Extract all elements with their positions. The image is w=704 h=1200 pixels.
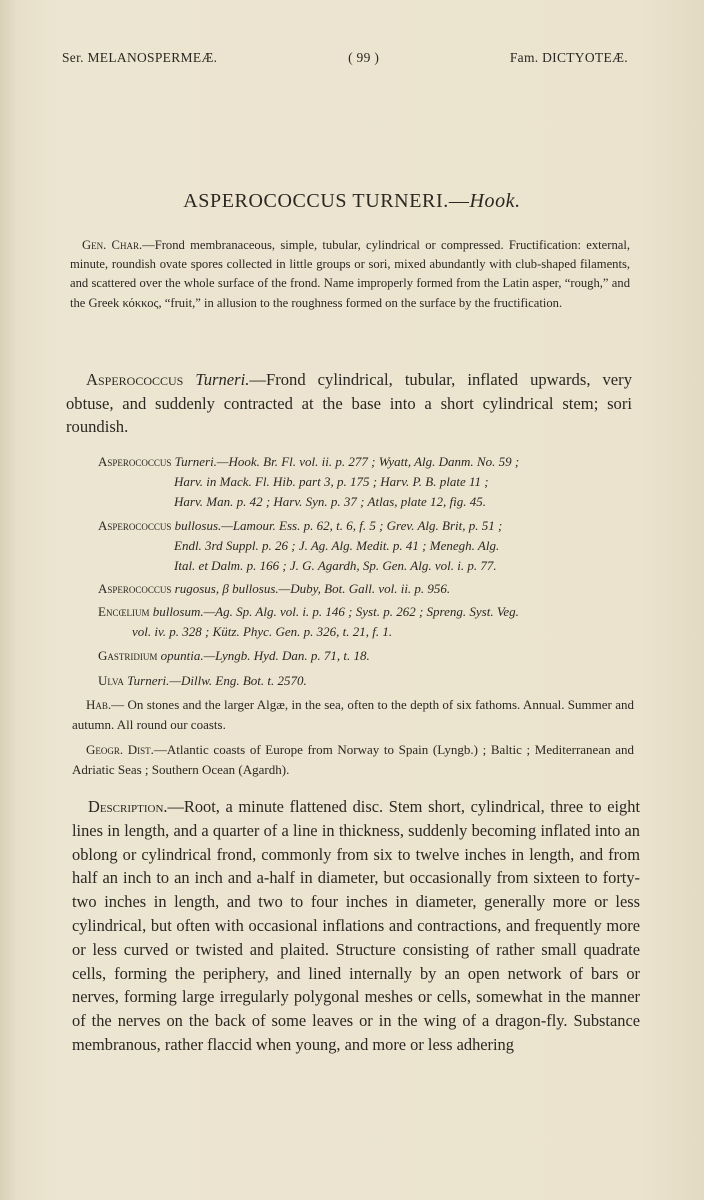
description-paragraph xyxy=(72,795,640,1057)
synonym-line: Harv. Man. p. 42 ; Harv. Syn. p. 37 ; Atlas, plate 12, fig. 45. xyxy=(174,493,486,509)
running-header xyxy=(62,50,628,66)
synonym-genus: Asperococcus xyxy=(98,454,172,469)
synonym-line: opuntia.—Lyngb. Hyd. Dan. p. 71, t. 18. xyxy=(160,648,370,663)
species-name: Turneri. xyxy=(195,370,250,389)
synonym-entry xyxy=(98,579,634,599)
header-family: Fam. DICTYOTEÆ. xyxy=(509,50,628,65)
synonym-entry xyxy=(98,452,634,511)
synonym-line: Harv. in Mack. Fl. Hib. part 3, p. 175 ; Harv. P. B. plate 11 ; xyxy=(174,473,489,489)
synonym-entry xyxy=(98,671,634,691)
habitat-text: — On stones and the larger Algæ, in the sea, often to the depth of six fathoms. Annual. Summer and autumn. All round our coasts. xyxy=(72,697,634,732)
synonym-genus: Asperococcus xyxy=(98,518,172,533)
synonym-line: rugosus, β bullosus.—Duby, Bot. Gall. vol. ii. p. 956. xyxy=(174,581,451,596)
gen-char-text: —Frond membranaceous, simple, tubular, cylindrical or compressed. Fructification: external, minute, roundish ovate spores collected in little groups or sori, mixed abundantly with club-shaped filaments, and scattered over the whole surface of the frond. Name improperly formed from the Latin asper, “rough,” and the Greek κόκκος, “fruit,” in allusion to the roughness formed on the surface by the fructification. xyxy=(70,238,630,310)
synonym-line: Ital. et Dalm. p. 166 ; J. G. Agardh, Sp. Gen. Alg. vol. i. p. 77. xyxy=(174,557,497,573)
synonym-line: Turneri.—Dillw. Eng. Bot. t. 2570. xyxy=(127,673,307,688)
synonym-line: Endl. 3rd Suppl. p. 26 ; J. Ag. Alg. Medit. p. 41 ; Menegh. Alg. xyxy=(174,537,500,553)
distribution-label: Geogr. Dist. xyxy=(86,742,154,757)
generic-character xyxy=(70,236,630,313)
synonym-genus: Asperococcus xyxy=(98,581,172,596)
species-genus: Asperococcus xyxy=(86,370,184,389)
title-author: Hook. xyxy=(469,190,521,212)
distribution-paragraph xyxy=(72,740,634,780)
synonym-line: bullosum.—Ag. Sp. Alg. vol. i. p. 146 ; Syst. p. 262 ; Spreng. Syst. Veg. xyxy=(152,604,519,619)
synonym-line: vol. iv. p. 328 ; Kütz. Phyc. Gen. p. 326, t. 21, f. 1. xyxy=(132,623,393,639)
species-title xyxy=(0,190,704,213)
synonym-entry xyxy=(98,602,634,642)
synonym-entry xyxy=(98,646,634,666)
specific-character xyxy=(66,368,632,439)
description-text: —Root, a minute flattened disc. Stem short, cylindrical, three to eight lines in length, and a quarter of a line in thickness, suddenly becoming inflated into an oblong or cylindrical frond, commonly from six to twelve inches in length, and from half an inch to an inch and a-half in diameter, but occasionally from sixteen to forty-two inches in length, and two to four inches in diameter, generally more or less cylindrical, but often with occasional inflations and contractions, and frequently more or less curved or twisted and plaited. Structure consisting of rather small quadrate cells, forming the periphery, and lined internally by an open network of bars or nerves, forming large irregularly polygonal meshes or cells, somewhat in the manner of the nerves on the back of some leaves or in the wing of a dragon-fly. Substance membranous, rather flaccid when young, and more or less adhering xyxy=(72,797,640,1054)
species-char-text: —Frond cylindrical, tubular, inflated upwards, very obtuse, and suddenly contracted at the base into a short cylindrical stem; sori roundish. xyxy=(66,370,632,436)
habitat-label: Hab. xyxy=(86,697,112,712)
header-series: Ser. MELANOSPERMEÆ. xyxy=(62,50,218,65)
synonym-genus: Encœlium xyxy=(98,604,150,619)
synonym-line: bullosus.—Lamour. Ess. p. 62, t. 6, f. 5 ; Grev. Alg. Brit, p. 51 ; xyxy=(174,518,503,533)
distribution-text: —Atlantic coasts of Europe from Norway to Spain (Lyngb.) ; Baltic ; Mediterranean and Adriatic Seas ; Southern Ocean (Agardh). xyxy=(72,742,634,777)
habitat-paragraph xyxy=(72,695,634,735)
synonym-entry xyxy=(98,516,634,575)
synonym-genus: Ulva xyxy=(98,673,124,688)
description-label: Description. xyxy=(88,797,168,816)
title-main: ASPEROCOCCUS TURNERI.— xyxy=(183,190,470,212)
gen-char-label: Gen. Char. xyxy=(82,238,143,252)
page-number: ( 99 ) xyxy=(348,50,380,65)
synonym-line: Turneri.—Hook. Br. Fl. vol. ii. p. 277 ; Wyatt, Alg. Danm. No. 59 ; xyxy=(174,454,520,469)
synonym-genus: Gastridium xyxy=(98,648,158,663)
